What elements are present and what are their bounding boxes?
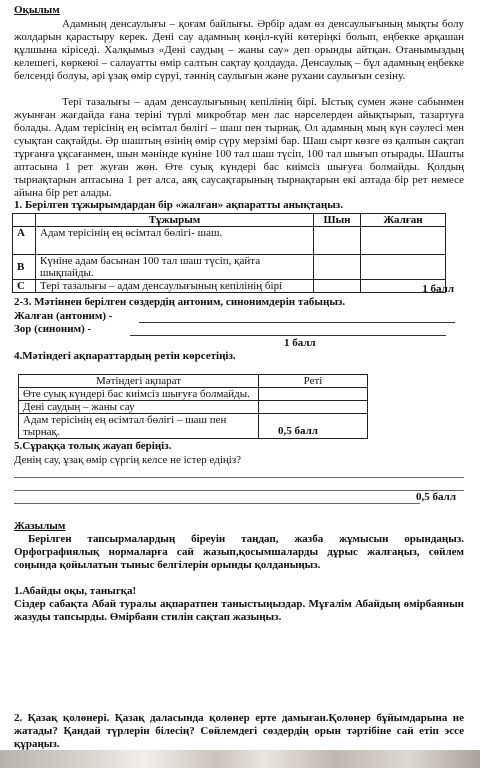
info-cell: Дені саудың – жаны сау bbox=[19, 401, 259, 414]
order-cell[interactable] bbox=[259, 401, 368, 414]
task4-score: 0,5 балл bbox=[278, 425, 318, 437]
task5-question: Денің сау, ұзақ өмір сүргің келсе не істер едіңіз? bbox=[14, 454, 242, 466]
writing-task1-title: 1.Абайды оқы, таныrқа! bbox=[14, 585, 137, 597]
row-letter: А bbox=[13, 227, 36, 255]
antonym-label: Жалған (антоним) - bbox=[14, 310, 113, 322]
task1-score: 1 балл bbox=[422, 283, 454, 295]
info-cell: Адам терісінің ең өсімтал бөлігі – шаш пен тырнақ. bbox=[19, 414, 259, 439]
synonym-answer-field[interactable] bbox=[130, 335, 446, 336]
row-statement: Тері тазалығы – адам денсаулығының кепілінің бірі bbox=[36, 280, 314, 293]
false-cell[interactable] bbox=[361, 255, 446, 280]
task1-title: 1. Берілген тұжырымдардан бір «жалған» ақпаратты анықтаңыз. bbox=[14, 199, 343, 211]
true-cell[interactable] bbox=[314, 255, 361, 280]
table-header-false: Жалған bbox=[361, 214, 446, 227]
row-letter: В bbox=[13, 255, 36, 280]
section-title-reading: Оқылым bbox=[14, 4, 60, 16]
row-statement: Күніне адам басынан 100 тал шаш түсіп, қайта шықпайды. bbox=[36, 255, 314, 280]
writing-intro: Берілген тапсырмалардың біреуін таңдап, жазба жұмысын орындаңыз. Орфографиялық нормаларға сай жазып,қосымшаларды дұрыс жалғаңыз, сөйлем соңында қойылатын тыныс белгілерін орынды қолданыңыз. bbox=[14, 533, 464, 571]
task4-title: 4.Мәтіндегі ақпараттардың ретін көрсетіңіз. bbox=[14, 350, 236, 362]
table-header-order: Реті bbox=[259, 375, 368, 388]
order-cell[interactable] bbox=[259, 388, 368, 401]
bottom-image-strip bbox=[0, 750, 480, 768]
task5-title: 5.Сұраққа толық жауап беріңіз. bbox=[14, 440, 172, 452]
task5-score: 0,5 балл bbox=[416, 491, 456, 503]
synonym-label: Зор (синоним) - bbox=[14, 323, 92, 335]
reading-paragraph-2: Тері тазалығы – адам денсаулығының кепілінің бірі. Ыстық сумен және сабынмен жуынған жағдайда ғана теріні түрлі микробтар мен лас нәрселерден айықтырып, тазартуға болады. Адам терісінің ең өсімтал бөлігі – шаш пен тырнақ. Ол адамның мың күн сәулесі мен суықтан сақтайды. Әр шаштың өзінің өмір сүру мерзімі бар. Шаш сырт көзге өз қалпын сақтап тұрғанға ұқсағанмен, шын мәнінде күніне 100 тал шаш түсіп, 100 тал шығып отырады. Шашты аптасына 1 рет жуған жөн. Өте суық күндері бас киімсіз шығуға болмайды. Қолдың тырнақтарын аптасына 1 рет алса, аяқ саусақтарының тырнақтарын екі аптада бір рет немесе айына бір рет алады. bbox=[14, 96, 464, 199]
info-cell: Өте суық күндері бас киімсіз шығуға болмайды. bbox=[19, 388, 259, 401]
writing-task1-text: Сіздер сабақта Абай туралы ақпаратпен таныстыңыздар. Мұғалім Абайдың өмірбаянын жазуды тапсырды. Өмірбаян стилін сақтап жазыңыз. bbox=[14, 598, 464, 623]
false-cell[interactable] bbox=[361, 227, 446, 255]
section-title-writing: Жазылым bbox=[14, 520, 66, 532]
antonym-line bbox=[14, 310, 464, 323]
task2-title: 2-3. Мәтіннен берілген сөздердің антоним, синонимдерін табыңыз. bbox=[14, 296, 346, 308]
table-header-statement: Тұжырым bbox=[36, 214, 314, 227]
task1-table bbox=[12, 213, 446, 293]
writing-task2-text: 2. Қазақ қолөнері. Қазақ даласында қолөнер ерте дамыған.Қолөнер бұйымдарына не жатады? Қандай түрлерін білесің? Сөйлемдегі сөздердің орын тәртібіне сай етіп эссе құраңыз. bbox=[14, 712, 464, 750]
answer-line[interactable] bbox=[14, 465, 464, 478]
synonym-line bbox=[14, 323, 464, 336]
true-cell[interactable] bbox=[314, 227, 361, 255]
row-statement: Адам терісінің ең өсімтал бөлігі- шаш. bbox=[36, 227, 314, 255]
row-letter: С bbox=[13, 280, 36, 293]
table-header-info: Мәтіндегі ақпарат bbox=[19, 375, 259, 388]
reading-paragraph-1: Адамның денсаулығы – қоғам байлығы. Әрбір адам өз денсаулығының мықты болу жолдарын қарастыру керек. Дені сау адамның көңіл-күйі көтеріңкі болып, еңбекке әрқашан құлшына кіріседі. Халқымыз «Дені саудың – жаны сау» деп орынды айтқан. Отанымыздың келешегі, көркеюі – салауатты өмір салтын сақтау қолдауда. Денсаулық – бұл адамның еңбекке белсенді болуы, әрі ұзақ өмір сүруі, тәннің саулығын және рухани саулығын сезіну. bbox=[14, 18, 464, 82]
task1-table-wrap bbox=[12, 213, 446, 293]
table-header-true: Шын bbox=[314, 214, 361, 227]
task2-score: 1 балл bbox=[284, 337, 316, 349]
answer-line[interactable] bbox=[14, 478, 464, 491]
